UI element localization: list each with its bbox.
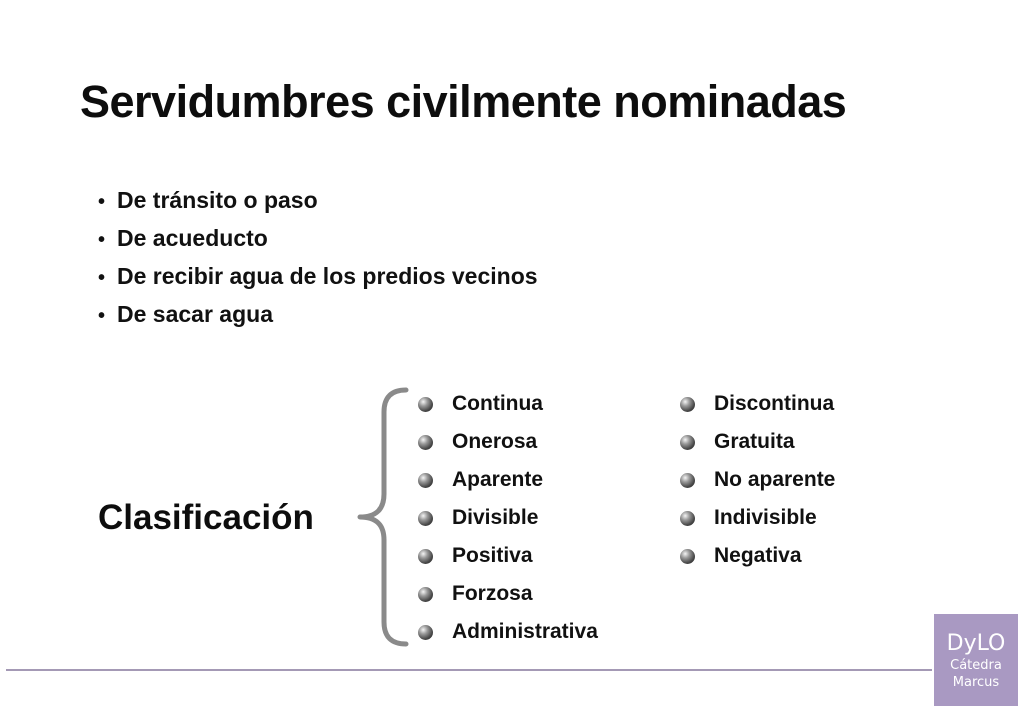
logo-title: DyLO [946,631,1006,656]
list-item [418,613,598,651]
list-item [418,499,598,537]
list-item [680,461,835,499]
sphere-bullet-icon [418,625,433,640]
classification-label: Clasificación [98,498,314,537]
list-item [98,300,538,338]
bullet-dot-icon: • [98,191,106,213]
list-item-text: Forzosa [452,582,533,605]
list-item [418,385,598,423]
list-item [98,186,538,224]
list-item-text: Aparente [452,468,544,491]
sphere-bullet-icon [680,473,695,488]
list-item-text: No aparente [714,468,836,491]
list-item [98,224,538,262]
list-item [680,499,835,537]
curly-brace-icon [354,386,410,648]
list-item [418,575,598,613]
list-item-text: Divisible [452,506,539,529]
sphere-bullet-icon [680,397,695,412]
list-item-text: Onerosa [452,430,538,453]
list-item [680,537,835,575]
sphere-bullet-icon [680,511,695,526]
list-item-text: Discontinua [714,392,835,415]
classification-left-column [418,385,598,651]
list-item [680,385,835,423]
list-item [418,461,598,499]
list-item [418,423,598,461]
list-item-text: Gratuita [714,430,795,453]
sphere-bullet-icon [418,397,433,412]
list-item-text: Indivisible [714,506,817,529]
list-item-text: De acueducto [117,225,268,251]
logo-subtitle: Cátedra [950,658,1002,673]
sphere-bullet-icon [418,511,433,526]
list-item-text: De tránsito o paso [117,187,318,213]
list-item-text: Administrativa [452,620,598,643]
list-item-text: De recibir agua de los predios vecinos [117,263,538,289]
slide-title: Servidumbres civilmente nominadas [80,76,847,127]
bullet-dot-icon: • [98,305,106,327]
list-item-text: Positiva [452,544,533,567]
list-item [98,262,538,300]
sphere-bullet-icon [418,473,433,488]
list-item-text: Continua [452,392,543,415]
sphere-bullet-icon [680,549,695,564]
sphere-bullet-icon [680,435,695,450]
list-item-text: De sacar agua [117,301,273,327]
logo-name: Marcus [952,675,1000,690]
list-item-text: Negativa [714,544,802,567]
dylo-logo [934,614,1018,706]
bullet-dot-icon: • [98,267,106,289]
classification-right-column [680,385,835,575]
sphere-bullet-icon [418,549,433,564]
servitude-types-list [98,186,538,338]
list-item [418,537,598,575]
list-item [680,423,835,461]
sphere-bullet-icon [418,587,433,602]
sphere-bullet-icon [418,435,433,450]
footer-divider [6,669,932,671]
bullet-dot-icon: • [98,229,106,251]
